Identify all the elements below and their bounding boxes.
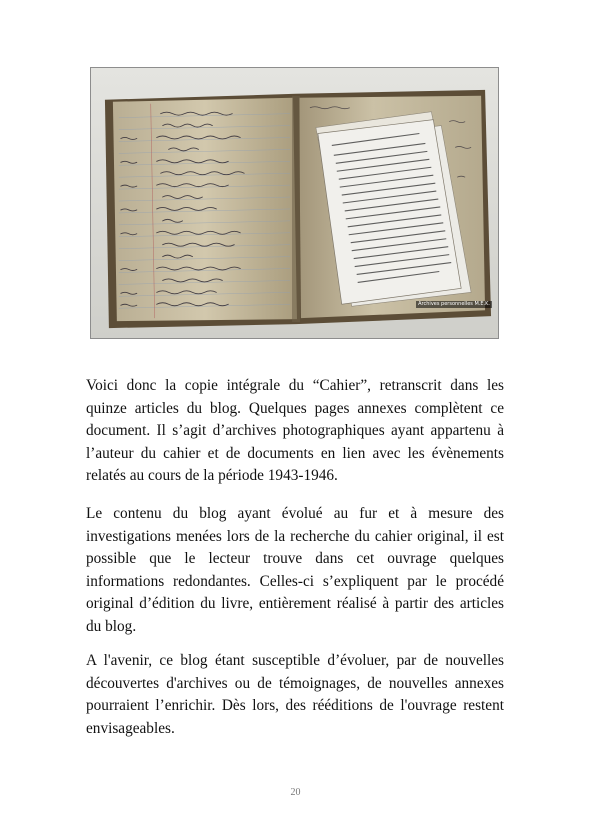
photo-credit: Archives personnelles M.E.K. xyxy=(418,301,490,307)
paragraph-content: Le contenu du blog ayant évolué au fur et à mesure des investigations menées lors de la recherche du cahier original, il est possible que le lecteur trouve dans cet ouvrage quelques informations redondantes. Celles-ci s’expliquent par le procédé original d’édition du livre, entièrement réalisé à partir des articles du blog. xyxy=(86,505,504,635)
notebook-illustration xyxy=(91,68,498,338)
paragraph-future: A l'avenir, ce blog étant susceptible d’évoluer, par de nouvelles découvertes d'archives ou de témoignages, de nouvelles annexes pourraient l’enrichir. Dès lors, des rééditions de l'ouvrage restent envisageables. xyxy=(86,652,504,737)
paragraph-intro: Voici donc la copie intégrale du “Cahier”, retranscrit dans les quinze articles du blog. Quelques pages annexes complètent ce document. Il s’agit d’archives photographiques ayant appartenu à l’auteur du cahier et de documents en lien avec les évènements relatés au cours de la période 1943-1946. xyxy=(86,377,504,485)
notebook-photograph xyxy=(90,67,499,339)
page-number: 20 xyxy=(290,787,301,798)
